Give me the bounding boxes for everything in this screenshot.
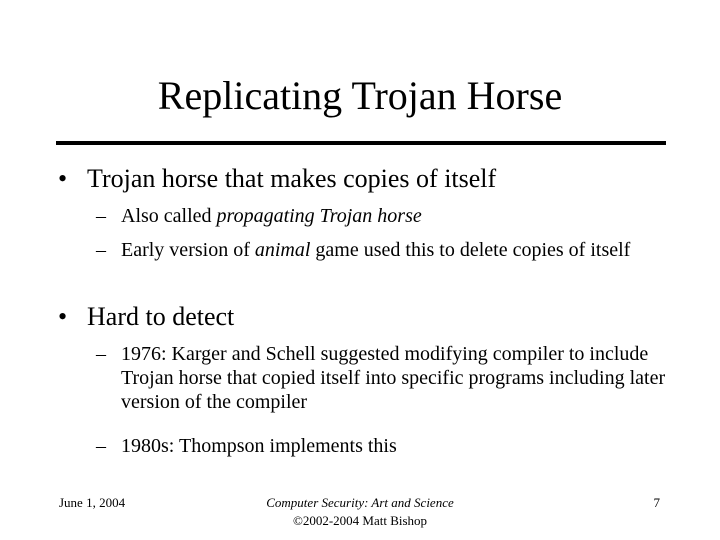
dash-marker: – bbox=[96, 205, 106, 227]
footer-book-title: Computer Security: Art and Science bbox=[266, 495, 454, 510]
sub-bullet-item bbox=[96, 238, 676, 262]
dash-marker: – bbox=[96, 239, 106, 261]
sub-bullet-item bbox=[96, 342, 676, 414]
sub-bullet-text: Also called propagating Trojan horse bbox=[121, 205, 422, 227]
bullet-text: Trojan horse that makes copies of itself bbox=[87, 164, 497, 193]
bullet-marker: • bbox=[58, 164, 68, 193]
dash-marker: – bbox=[96, 435, 106, 457]
footer-credit bbox=[210, 494, 510, 530]
sub-bullet-item bbox=[96, 434, 676, 458]
emphasis-text: animal bbox=[254, 239, 311, 261]
page-number: 7 bbox=[653, 495, 660, 510]
bullet-item bbox=[58, 164, 496, 194]
sub-bullet-text: 1980s: Thompson implements this bbox=[121, 435, 397, 457]
footer-copyright: ©2002-2004 Matt Bishop bbox=[292, 513, 428, 528]
sub-bullet-text: 1976: Karger and Schell suggested modifying compiler to include Trojan horse that copied itself into specific programs including later version of the compiler bbox=[121, 343, 666, 413]
footer-date: June 1, 2004 bbox=[59, 495, 126, 510]
bullet-marker: • bbox=[58, 302, 68, 331]
sub-bullet-item bbox=[96, 204, 676, 228]
slide-title: Replicating Trojan Horse bbox=[157, 73, 563, 118]
dash-marker: – bbox=[96, 343, 106, 365]
sub-bullet-text: Early version of animal game used this to delete copies of itself bbox=[121, 239, 631, 261]
bullet-text: Hard to detect bbox=[87, 302, 235, 331]
bullet-item bbox=[58, 302, 234, 332]
title-divider bbox=[56, 141, 666, 145]
emphasis-text: propagating Trojan horse bbox=[216, 205, 422, 227]
